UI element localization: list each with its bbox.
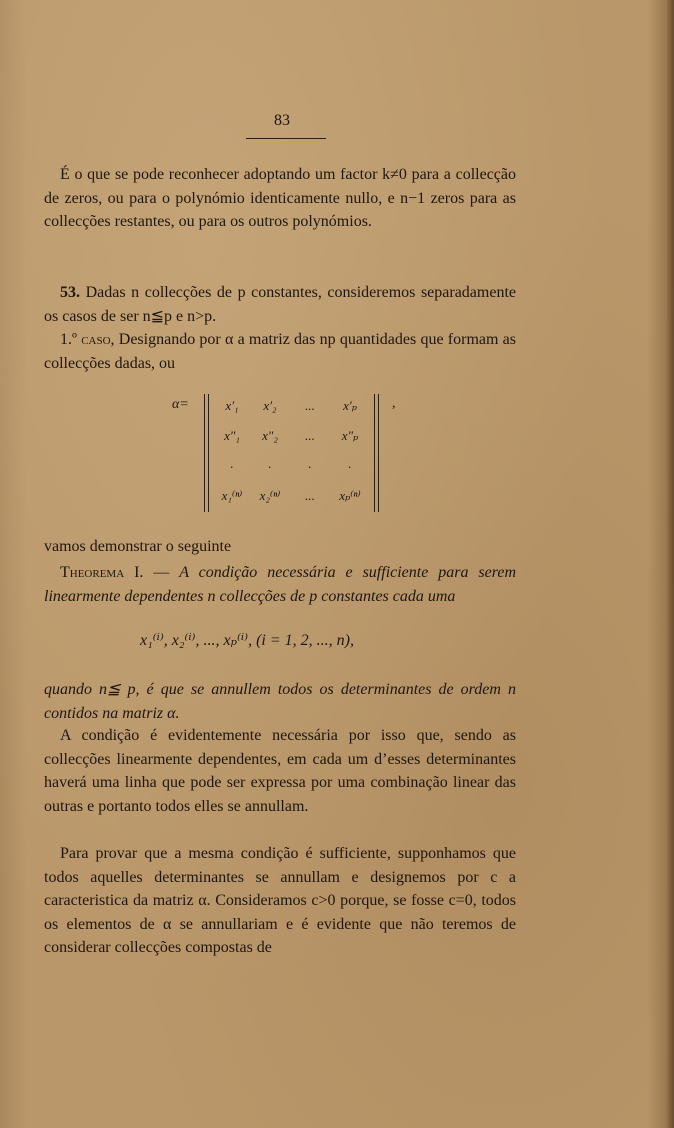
theorem-dash: —	[143, 564, 180, 581]
theorem-statement: A condição necessária e sufficiente para serem linearmente dependentes n collecções de p constantes cada uma	[44, 564, 517, 605]
paragraph-53-text: Dadas n collecções de p constantes, consideremos separadamente os casos de ser n≦p e n>p.	[44, 284, 516, 325]
paragraph-case-1	[44, 328, 516, 375]
matrix-cell: ...	[305, 488, 315, 503]
case-label: 1.º caso,	[60, 331, 115, 349]
formula-collections: x₁⁽ⁱ⁾, x₂⁽ⁱ⁾, ..., xₚ⁽ⁱ⁾, (i = 1, 2, ..., n),	[140, 632, 354, 649]
section-number: 53.	[60, 284, 80, 301]
matrix-cell: x′₂	[263, 398, 277, 413]
matrix-cell: x₂⁽ⁿ⁾	[259, 488, 281, 503]
matrix-cell: ...	[305, 398, 315, 413]
matrix-left-bar	[204, 394, 205, 512]
matrix-cell: .	[348, 456, 352, 471]
matrix-right-bar-inner	[374, 394, 375, 512]
paragraph-53	[44, 281, 516, 375]
theorem-label: Theorema I.	[60, 564, 144, 581]
theorem-continuation: quando n≦ p, é que se annullem todos os determinantes de ordem n contidos na matriz α.	[44, 681, 516, 722]
matrix-cell: x₁⁽ⁿ⁾	[221, 488, 243, 503]
matrix-cell: x″ₚ	[341, 428, 359, 443]
matrix-cell: x″₁	[224, 428, 240, 443]
page-number: 83	[274, 112, 290, 129]
matrix-cell: x′ₚ	[343, 398, 357, 413]
header-rule	[246, 138, 326, 139]
paragraph-sufficiency: Para provar que a mesma condição é sufficiente, supponhamos que todos aquelles determinantes se annullam e designemos por c a caracteristica da matriz α. Consideramos c>0 porque, se fosse c=0, todos os elementos de α se annullariam e é evidente que não teremos de considerar collecções compostas de	[44, 845, 516, 957]
paragraph-intro: É o que se pode reconhecer adoptando um factor k≠0 para a collecção de zeros, ou para o polynómio identicamente nullo, e n−1 zeros para as collecções restantes, ou para os outros polynómios.	[44, 166, 516, 231]
matrix-alpha	[172, 394, 432, 516]
matrix-label: α=	[172, 397, 189, 412]
case-1-text: Designando por α a matriz das np quantidades que formam as collecções dadas, ou	[44, 331, 517, 372]
paragraph-lead-in: vamos demonstrar o seguinte	[44, 538, 232, 555]
matrix-cell: x″₂	[262, 428, 278, 443]
theorem-block	[44, 561, 516, 608]
matrix-cell: ...	[305, 428, 315, 443]
matrix-cell: .	[268, 456, 272, 471]
matrix-right-bar	[378, 394, 379, 512]
paragraph-necessity: A condição é evidentemente necessária por isso que, sendo as collecções linearmente dependentes, em cada um d’esses determinantes haverá uma linha que pode ser expressa por uma combinação linear das outras e portanto todos elles se annullam.	[44, 727, 516, 815]
matrix-cell: .	[308, 456, 312, 471]
page-edge-shadow	[666, 0, 674, 1128]
matrix-cell: x′₁	[225, 398, 239, 413]
matrix-trailing-comma: ,	[392, 396, 396, 411]
matrix-cell: .	[230, 456, 234, 471]
matrix-cell: xₚ⁽ⁿ⁾	[339, 488, 361, 503]
matrix-left-bar-inner	[208, 394, 209, 512]
